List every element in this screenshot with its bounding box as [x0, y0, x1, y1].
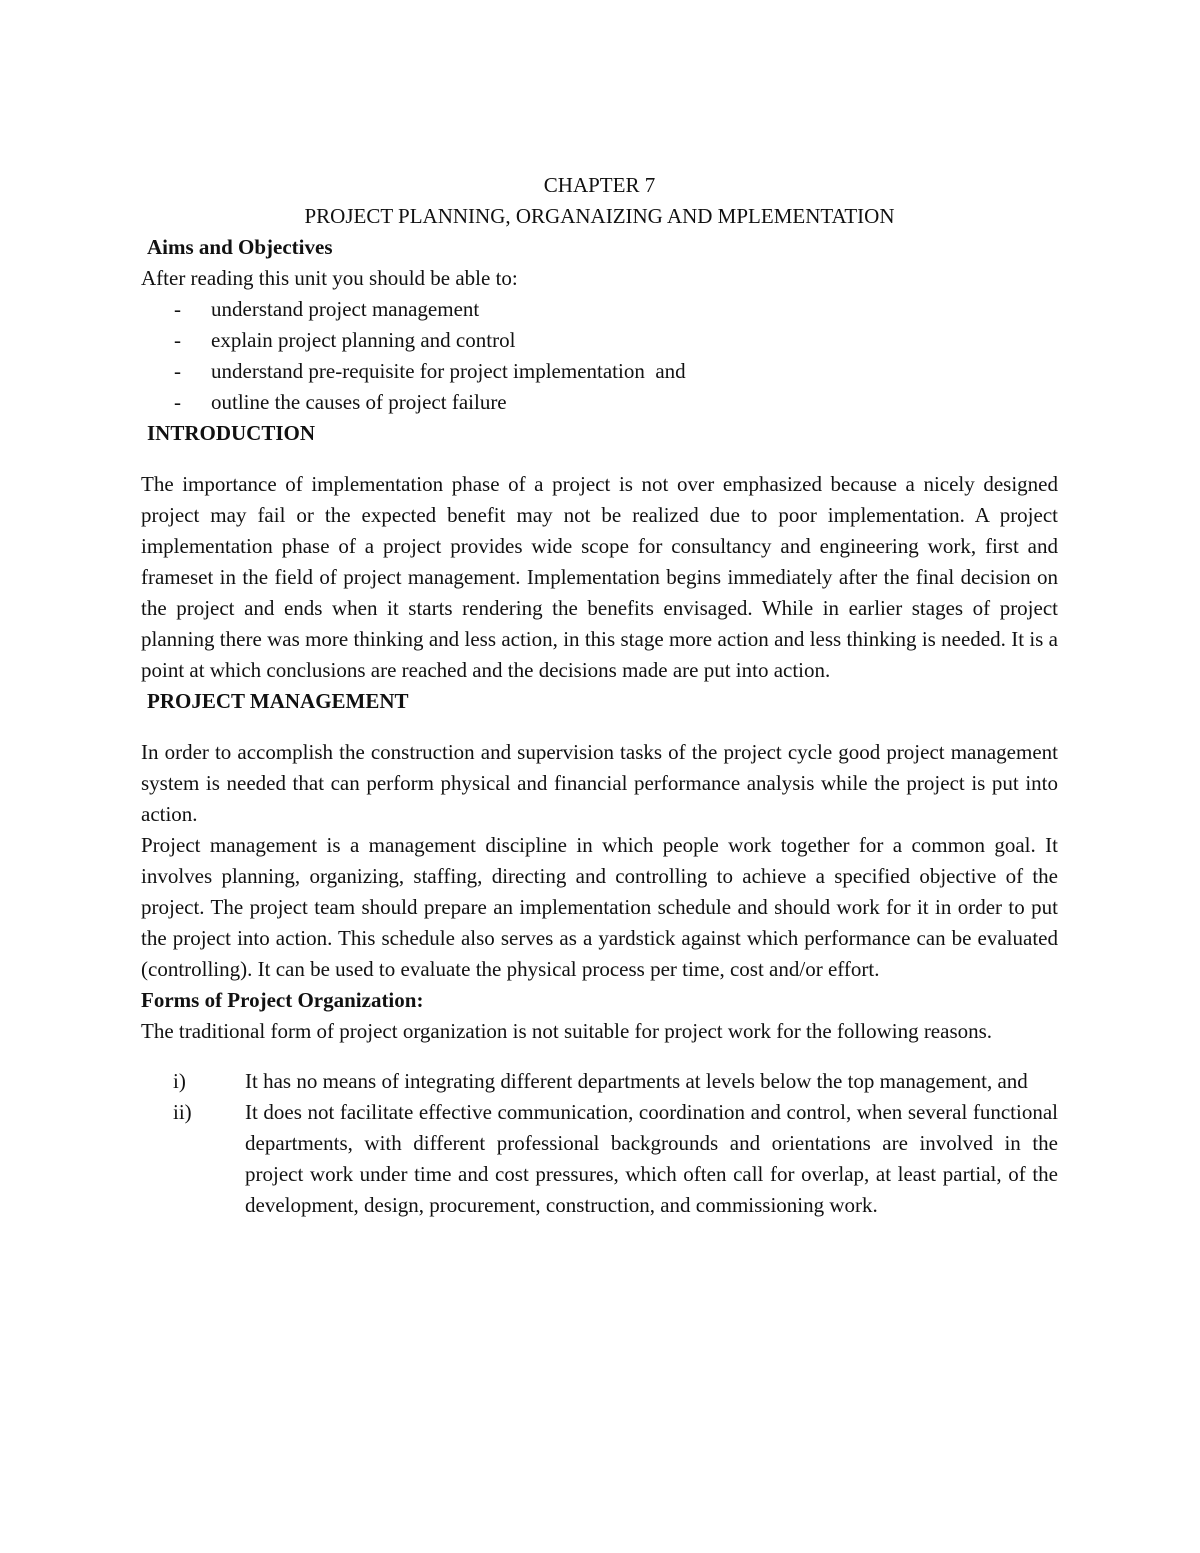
list-dash: - — [174, 297, 181, 321]
chapter-label: CHAPTER 7 — [543, 173, 656, 197]
list-item-text: It has no means of integrating different departments at levels below the top management, and — [245, 1069, 1028, 1093]
spacer — [141, 717, 1058, 737]
list-dash: - — [174, 359, 181, 383]
list-item-text: understand pre-requisite for project implementation and — [211, 359, 686, 383]
list-item-text: It does not facilitate effective communication, coordination and control, when several functional departments, with different professional backgrounds and orientations are involved in the project work under time and cost pressures, which often call for overlap, at least partial, of the development, design, procurement, construction, and commissioning work. — [245, 1100, 1058, 1217]
list-item — [141, 1066, 1058, 1097]
project-management-paragraph-1: In order to accomplish the construction and supervision tasks of the project cycle good project management system is needed that can perform physical and financial performance analysis while the project is put into action. — [141, 740, 1058, 826]
introduction-heading: INTRODUCTION — [147, 421, 316, 445]
document-page — [141, 170, 1058, 1221]
list-dash: - — [174, 328, 181, 352]
spacer — [141, 449, 1058, 469]
aims-intro: After reading this unit you should be able to: — [141, 266, 518, 290]
aims-heading: Aims and Objectives — [147, 235, 333, 259]
list-item-text: understand project management — [211, 297, 480, 321]
reasons-list — [141, 1066, 1058, 1221]
chapter-title: PROJECT PLANNING, ORGANAIZING AND MPLEMENTATION — [304, 204, 895, 228]
list-item — [141, 325, 1058, 356]
project-management-heading: PROJECT MANAGEMENT — [147, 689, 409, 713]
list-number: i) — [173, 1069, 186, 1093]
list-item — [141, 294, 1058, 325]
objectives-list — [141, 294, 1058, 418]
list-item — [141, 387, 1058, 418]
forms-heading: Forms of Project Organization: — [141, 988, 424, 1012]
list-item-text: explain project planning and control — [211, 328, 516, 352]
forms-intro: The traditional form of project organization is not suitable for project work for the following reasons. — [141, 1019, 993, 1043]
list-number: ii) — [173, 1100, 192, 1124]
list-item-text: outline the causes of project failure — [211, 390, 507, 414]
list-item — [141, 356, 1058, 387]
list-dash: - — [174, 390, 181, 414]
project-management-paragraph-2: Project management is a management discipline in which people work together for a common goal. It involves planning, organizing, staffing, directing and controlling to achieve a specified objective of the project. The project team should prepare an implementation schedule and should work for it in order to put the project into action. This schedule also serves as a yardstick against which performance can be evaluated (controlling). It can be used to evaluate the physical process per time, cost and/or effort. — [141, 833, 1058, 981]
introduction-paragraph: The importance of implementation phase of a project is not over emphasized because a nicely designed project may fail or the expected benefit may not be realized due to poor implementation. A project implementation phase of a project provides wide scope for consultancy and engineering work, first and frameset in the field of project management. Implementation begins immediately after the final decision on the project and ends when it starts rendering the benefits envisaged. While in earlier stages of project planning there was more thinking and less action, in this stage more action and less thinking is needed. It is a point at which conclusions are reached and the decisions made are put into action. — [141, 472, 1058, 682]
spacer — [141, 1047, 1058, 1066]
list-item — [141, 1097, 1058, 1221]
